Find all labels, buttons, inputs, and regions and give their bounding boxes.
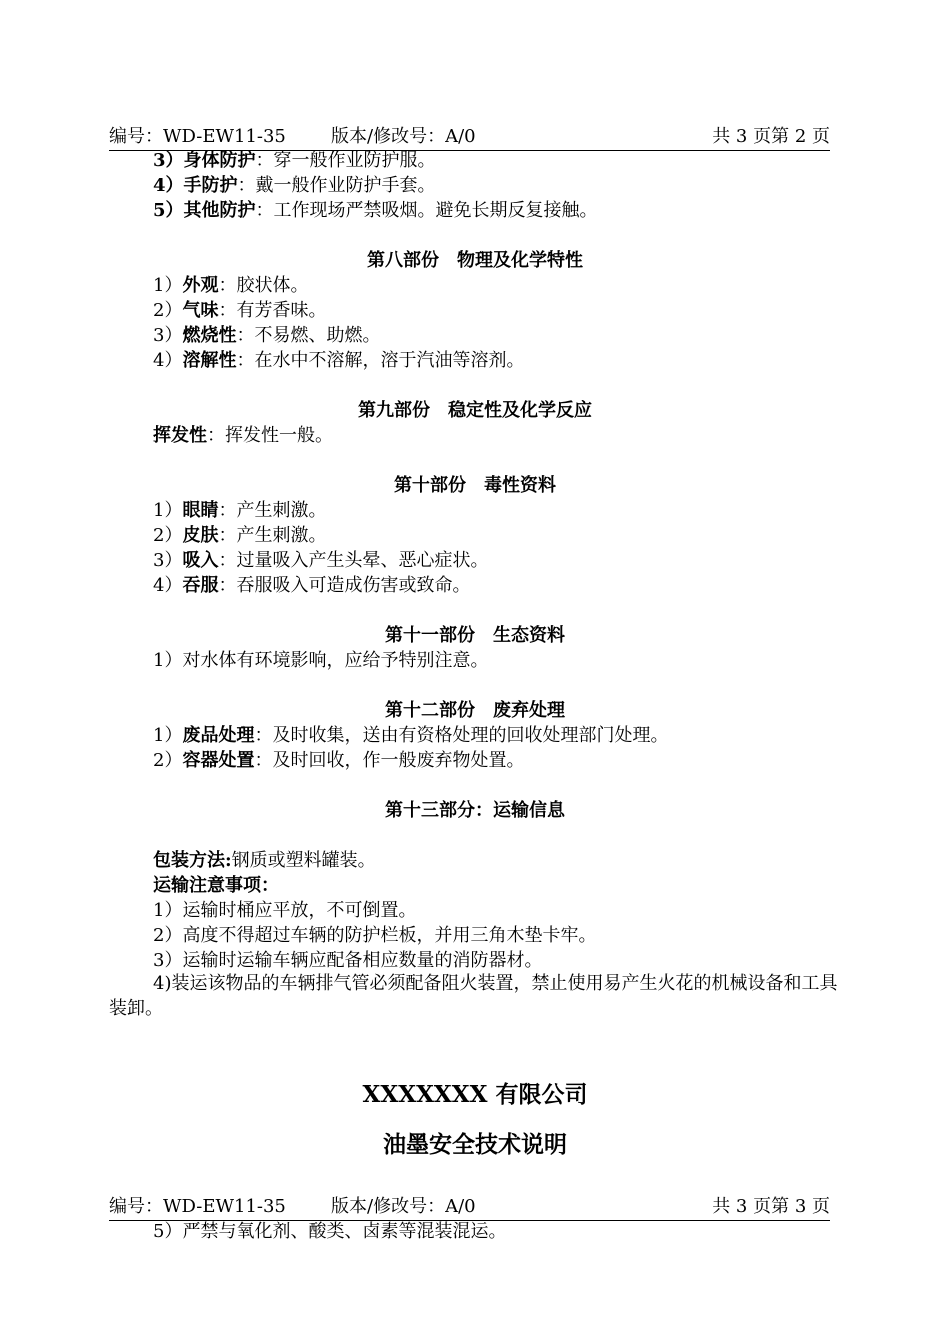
item-label: 燃烧性 [182, 325, 237, 346]
item-text: ：工作现场严禁吸烟。避免长期反复接触。 [255, 200, 598, 221]
item-number: 4） [153, 175, 184, 196]
item-text: ：过量吸入产生头晕、恶心症状。 [218, 550, 489, 571]
item-label: 皮肤 [182, 525, 219, 546]
transport-note: 2）高度不得超过车辆的防护栏板，并用三角木垫卡牢。 [153, 925, 597, 946]
item-number: 2） [153, 750, 183, 771]
item-label: 身体防护 [183, 150, 256, 171]
toxicity-item [153, 549, 488, 573]
item-number: 1） [153, 500, 183, 521]
item-text: ：挥发性一般。 [207, 425, 333, 446]
protection-item [153, 199, 598, 223]
doc-code: 编号：WD-EW11-35 [109, 126, 286, 147]
section-10-title: 第十部份 毒性资料 [394, 475, 556, 496]
transport-notes-label: 运输注意事项： [153, 875, 279, 896]
doc-version: 版本/修改号：A/0 [331, 1196, 476, 1217]
item-label: 废品处理 [182, 725, 255, 746]
page-header [109, 1194, 830, 1221]
section-12-title: 第十二部份 废弃处理 [385, 700, 565, 721]
property-item [153, 349, 524, 373]
section-9-title: 第九部份 稳定性及化学反应 [358, 400, 592, 421]
transport-note: 3）运输时运输车辆应配备相应数量的消防器材。 [153, 950, 543, 971]
section-13-title: 第十三部分：运输信息 [385, 800, 565, 821]
item-number: 1） [153, 275, 183, 296]
item-text: ：在水中不溶解，溶于汽油等溶剂。 [236, 350, 525, 371]
item-text: 钢质或塑料罐装。 [231, 850, 376, 871]
item-text: ：吞服吸入可造成伤害或致命。 [218, 575, 471, 596]
company-name: XXXXXXX 有限公司 [362, 1081, 588, 1108]
transport-note: 1）运输时桶应平放，不可倒置。 [153, 900, 417, 921]
doc-version: 版本/修改号：A/0 [331, 126, 476, 147]
item-label: 溶解性 [182, 350, 237, 371]
item-number: 1） [153, 725, 183, 746]
item-text: ：穿一般作业防护服。 [255, 150, 436, 171]
item-label: 吸入 [182, 550, 219, 571]
stability-item [153, 424, 333, 448]
doc-code: 编号：WD-EW11-35 [109, 1196, 286, 1217]
item-text: ：产生刺激。 [218, 500, 327, 521]
property-item [153, 299, 326, 323]
item-label: 气味 [182, 300, 219, 321]
section-11-title: 第十一部份 生态资料 [385, 625, 565, 646]
ecology-item: 1）对水体有环境影响，应给予特别注意。 [153, 650, 489, 671]
item-number: 4） [153, 350, 183, 371]
document-title: 油墨安全技术说明 [383, 1131, 567, 1158]
item-text: ：及时回收，作一般废弃物处置。 [254, 750, 525, 771]
section-8-title: 第八部份 物理及化学特性 [367, 250, 583, 271]
toxicity-item [153, 499, 326, 523]
item-number: 4） [153, 575, 183, 596]
item-label: 手防护 [183, 175, 238, 196]
page-number: 共 3 页第 2 页 [712, 126, 830, 147]
item-number: 2） [153, 525, 183, 546]
item-label: 容器处置 [182, 750, 255, 771]
item-text: ：及时收集，送由有资格处理的回收处理部门处理。 [254, 725, 669, 746]
item-number: 3） [153, 550, 183, 571]
transport-note: 5）严禁与氧化剂、酸类、卤素等混装混运。 [153, 1221, 507, 1242]
item-label: 包装方法: [153, 850, 232, 871]
toxicity-item [153, 524, 326, 548]
item-text: ：不易燃、助燃。 [236, 325, 381, 346]
item-text: ：胶状体。 [218, 275, 309, 296]
item-number: 3） [153, 150, 184, 171]
transport-note-paragraph: 4)装运该物品的车辆排气管必须配备阻火装置，禁止使用易产生火花的机械设备和工具装卸。 [109, 973, 838, 1019]
toxicity-item [153, 574, 470, 598]
item-number: 2） [153, 300, 183, 321]
item-number: 3） [153, 325, 183, 346]
item-label: 挥发性 [153, 425, 207, 446]
protection-item [153, 174, 436, 198]
item-number: 5） [153, 200, 184, 221]
property-item [153, 274, 308, 298]
page-header [109, 124, 830, 151]
disposal-item [153, 724, 668, 748]
item-label: 外观 [182, 275, 219, 296]
disposal-item [153, 749, 524, 773]
item-label: 其他防护 [183, 200, 256, 221]
property-item [153, 324, 380, 348]
packing-method [153, 849, 376, 873]
item-text: ：戴一般作业防护手套。 [237, 175, 436, 196]
item-label: 眼睛 [182, 500, 219, 521]
page-number: 共 3 页第 3 页 [712, 1196, 830, 1217]
protection-item [153, 149, 436, 173]
item-text: ：产生刺激。 [218, 525, 327, 546]
item-text: ：有芳香味。 [218, 300, 327, 321]
item-label: 吞服 [182, 575, 219, 596]
